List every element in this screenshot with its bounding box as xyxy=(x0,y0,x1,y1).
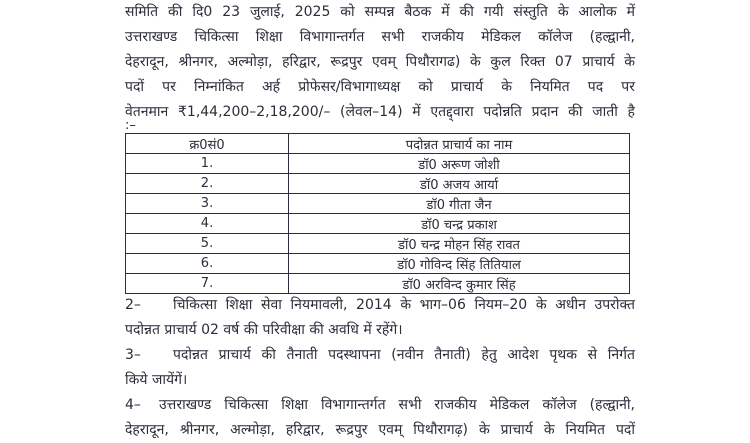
table-row xyxy=(126,194,630,214)
header-name: पदोन्नत प्राचार्य का नाम xyxy=(289,134,630,154)
paragraph-3 xyxy=(125,343,635,393)
name-cell: डॉ0 चन्द्र प्रकाश xyxy=(289,214,630,234)
paragraph-number: 3– xyxy=(125,347,141,363)
intro-paragraph xyxy=(125,0,635,125)
promotion-table xyxy=(125,133,630,294)
name-cell: डॉ0 अजय आर्या xyxy=(289,174,630,194)
table-header-row xyxy=(126,134,630,154)
paragraph-number: 4– xyxy=(125,397,141,413)
table-row xyxy=(126,154,630,174)
name-cell: डॉ0 अरविन्द कुमार सिंह xyxy=(289,274,630,294)
table-row xyxy=(126,214,630,234)
intro-line: उत्तराखण्ड चिकित्सा शिक्षा विभागान्तर्गत सभी राजकीय मेडिकल कॉलेज (हल्द्वानी, xyxy=(125,29,635,45)
table-row xyxy=(126,274,630,294)
intro-trailer: :– xyxy=(125,118,136,133)
paragraph-text: देहरादून, श्रीनगर, अल्मोड़ा, हरिद्वार, रूद्रपुर एवम् पिथौरागढ़) के प्राचार्य के नियमित पदों xyxy=(125,422,635,438)
name-cell: डॉ0 अरूण जोशी xyxy=(289,154,630,174)
serial-cell: 5. xyxy=(126,234,289,254)
intro-line: देहरादून, श्रीनगर, अल्मोड़ा, हरिद्वार, रूद्रपुर एवम् पिथौरागढ) के कुल रिक्त 07 प्राचार्य के xyxy=(125,54,635,70)
serial-cell: 6. xyxy=(126,254,289,274)
paragraph-2 xyxy=(125,293,635,343)
name-cell: डॉ0 गोविन्द सिंह तितियाल xyxy=(289,254,630,274)
table-row xyxy=(126,234,630,254)
serial-cell: 7. xyxy=(126,274,289,294)
header-serial: क्र0सं0 xyxy=(126,134,289,154)
serial-cell: 4. xyxy=(126,214,289,234)
name-cell: डॉ0 चन्द्र मोहन सिंह रावत xyxy=(289,234,630,254)
name-cell: डॉ0 गीता जैन xyxy=(289,194,630,214)
serial-cell: 2. xyxy=(126,174,289,194)
paragraph-text: चिकित्सा शिक्षा सेवा नियमावली, 2014 के भाग–06 नियम–20 के अधीन उपरोक्त xyxy=(173,297,635,313)
intro-line: समिति की दि0 23 जुलाई, 2025 को सम्पन्न बैठक में की गयी संस्तुति के आलोक में xyxy=(125,4,635,20)
table-row xyxy=(126,174,630,194)
serial-cell: 1. xyxy=(126,154,289,174)
paragraph-text: उत्तराखण्ड चिकित्सा शिक्षा विभागान्तर्गत सभी राजकीय मेडिकल कॉलेज (हल्द्वानी, xyxy=(159,397,635,413)
paragraph-4 xyxy=(125,393,635,443)
intro-line: वेतनमान ₹1,44,200–2,18,200/– (लेवल–14) में एतद्द्वारा पदोन्नति प्रदान की जाती है xyxy=(125,104,635,120)
intro-line: पदों पर निम्नांकित अर्ह प्रोफेसर/विभागाध्यक्ष को प्राचार्य के नियमित पद पर xyxy=(125,79,635,95)
paragraph-text: पदोन्नत प्राचार्य की तैनाती पदस्थापना (नवीन तैनाती) हेतु आदेश पृथक से निर्गत xyxy=(173,347,635,363)
paragraph-text: किये जायेंगें। xyxy=(125,372,188,388)
serial-cell: 3. xyxy=(126,194,289,214)
paragraph-text: पदोन्नत प्राचार्य 02 वर्ष की परिवीक्षा की अवधि में रहेंगे। xyxy=(125,322,403,338)
table-row xyxy=(126,254,630,274)
paragraph-number: 2– xyxy=(125,297,141,313)
